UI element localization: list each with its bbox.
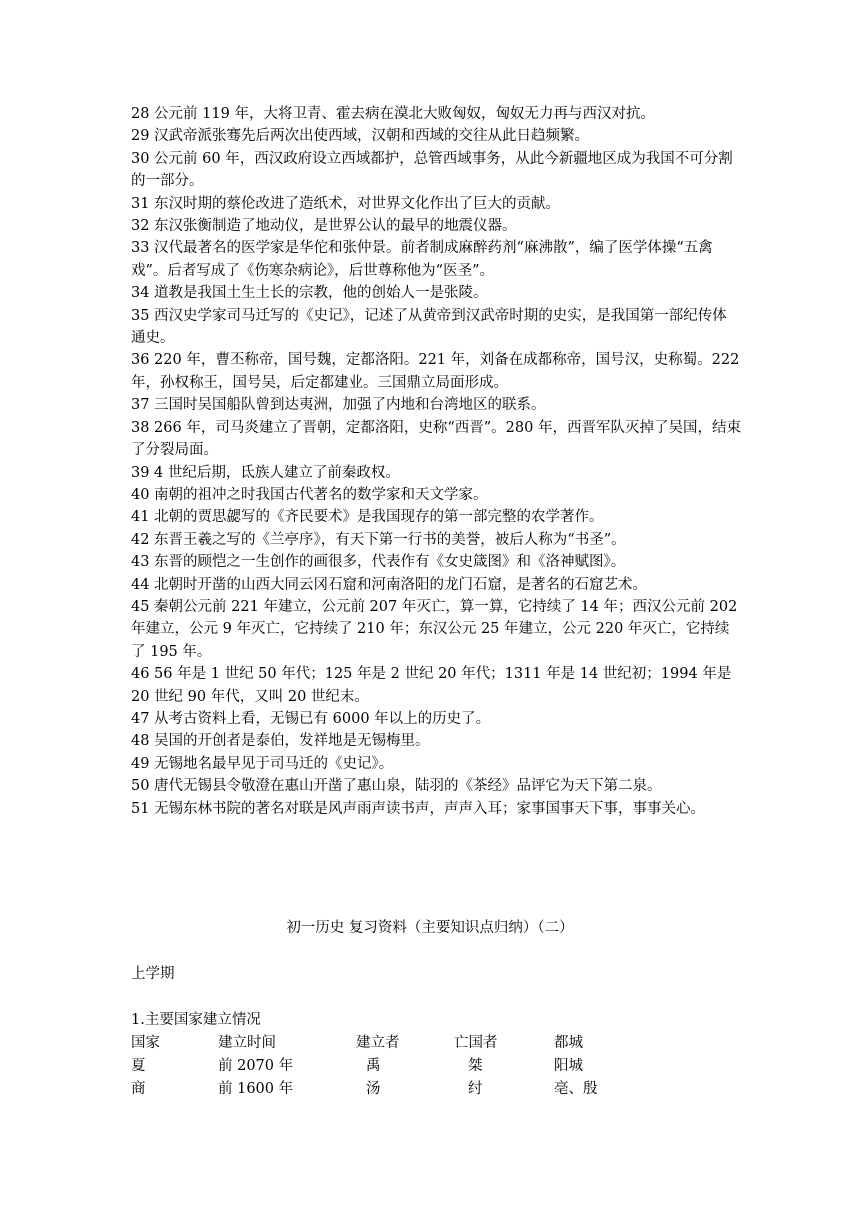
knowledge-point-30: 30 公元前 60 年，西汉政府设立西域都护，总管西域事务，从此今新疆地区成为我国不可分割的一部分。 xyxy=(131,150,733,190)
knowledge-point-40: 40 南朝的祖冲之时我国古代著名的数学家和天文学家。 xyxy=(131,486,488,503)
knowledge-point-42: 42 东晋王羲之写的《兰亭序》，有天下第一行书的美誉，被后人称为“书圣”。 xyxy=(131,531,626,548)
table-row xyxy=(131,1077,691,1099)
column-header-country: 国家 xyxy=(131,1035,160,1051)
knowledge-point-39: 39 4 世纪后期，氐族人建立了前秦政权。 xyxy=(131,464,400,481)
knowledge-point-38: 38 266 年，司马炎建立了晋朝，定都洛阳，史称“西晋”。280 年，西晋军队灭掉了吴国，结束了分裂局面。 xyxy=(131,419,741,459)
knowledge-point-36: 36 220 年，曹丕称帝，国号魏，定都洛阳。221 年，刘备在成都称帝，国号汉，史称蜀。222 年，孙权称王，国号吴，后定都建业。三国鼎立局面形成。 xyxy=(131,352,740,391)
document-heading: 初一历史 复习资料（主要知识点归纳）（二） xyxy=(286,920,574,936)
knowledge-point-46: 46 56 年是 1 世纪 50 年代；125 年是 2 世纪 20 年代；1311 年是 14 世纪初；1994 年是 20 世纪 90 年代，又叫 20 世纪末。 xyxy=(131,666,732,705)
knowledge-point-31: 31 东汉时期的蔡伦改进了造纸术，对世界文化作出了巨大的贡献。 xyxy=(131,195,561,212)
knowledge-point-43: 43 东晋的顾恺之一生创作的画很多，代表作有《女史箴图》和《洛神赋图》。 xyxy=(131,554,626,571)
knowledge-point-29: 29 汉武帝派张骞先后两次出使西域，汉朝和西域的交往从此日趋频繁。 xyxy=(131,128,590,145)
knowledge-point-34: 34 道教是我国土生土长的宗教，他的创始人一是张陵。 xyxy=(131,285,488,302)
knowledge-point-28: 28 公元前 119 年，大将卫青、霍去病在漠北大败匈奴，匈奴无力再与西汉对抗。 xyxy=(131,106,655,122)
cell-last-ruler: 纣 xyxy=(468,1081,483,1097)
cell-country: 夏 xyxy=(131,1058,146,1074)
cell-founder: 汤 xyxy=(366,1081,381,1097)
knowledge-point-50: 50 唐代无锡县令敬澄在惠山开凿了惠山泉，陆羽的《茶经》品评它为天下第二泉。 xyxy=(131,778,662,795)
knowledge-point-32: 32 东汉张衡制造了地动仪，是世界公认的最早的地震仪器。 xyxy=(131,218,517,235)
table-header-row xyxy=(131,1031,691,1053)
knowledge-point-44: 44 北朝时开凿的山西大同云冈石窟和河南洛阳的龙门石窟，是著名的石窟艺术。 xyxy=(131,576,648,593)
knowledge-point-45: 45 秦朝公元前 221 年建立，公元前 207 年灭亡，算一算，它持续了 14 年；西汉公元前 202 年建立，公元 9 年灭亡，它持续了 210 年；东汉公元 25 年建立，公元 220 年灭亡，它持续了 195 年。 xyxy=(131,598,738,660)
knowledge-point-33: 33 汉代最著名的医学家是华佗和张仲景。前者制成麻醉药剂“麻沸散”，编了医学体操“五禽戏”。后者写成了《伤寒杂病论》，后世尊称他为“医圣”。 xyxy=(131,240,713,279)
column-header-capital: 都城 xyxy=(554,1035,583,1051)
section-title: 1.主要国家建立情况 xyxy=(131,1012,261,1028)
knowledge-point-list xyxy=(131,103,741,820)
knowledge-point-51: 51 无锡东林书院的著名对联是风声雨声读书声，声声入耳；家事国事天下事，事事关心。 xyxy=(131,800,706,817)
cell-country: 商 xyxy=(131,1081,146,1097)
cell-founder: 禹 xyxy=(366,1058,381,1074)
cell-founded-time: 前 2070 年 xyxy=(218,1058,294,1074)
column-header-founded-time: 建立时间 xyxy=(218,1035,276,1051)
cell-capital: 阳城 xyxy=(554,1058,583,1074)
cell-founded-time: 前 1600 年 xyxy=(218,1081,294,1097)
semester-label: 上学期 xyxy=(131,966,175,982)
knowledge-point-35: 35 西汉史学家司马迁写的《史记》，记述了从黄帝到汉武帝时期的史实，是我国第一部纪传体通史。 xyxy=(131,307,727,347)
cell-capital: 亳、殷 xyxy=(554,1081,598,1097)
cell-last-ruler: 桀 xyxy=(468,1058,483,1074)
knowledge-point-48: 48 吴国的开创者是泰伯，发祥地是无锡梅里。 xyxy=(131,733,430,750)
column-header-last-ruler: 亡国者 xyxy=(454,1035,498,1051)
knowledge-point-47: 47 从考古资料上看，无锡已有 6000 年以上的历史了。 xyxy=(131,710,491,727)
knowledge-point-49: 49 无锡地名最早见于司马迁的《史记》。 xyxy=(131,755,394,772)
table-row xyxy=(131,1054,691,1076)
column-header-founder: 建立者 xyxy=(356,1035,400,1051)
knowledge-point-41: 41 北朝的贾思勰写的《齐民要术》是我国现存的第一部完整的农学著作。 xyxy=(131,509,604,526)
knowledge-point-37: 37 三国时吴国船队曾到达夷洲，加强了内地和台湾地区的联系。 xyxy=(131,397,546,414)
